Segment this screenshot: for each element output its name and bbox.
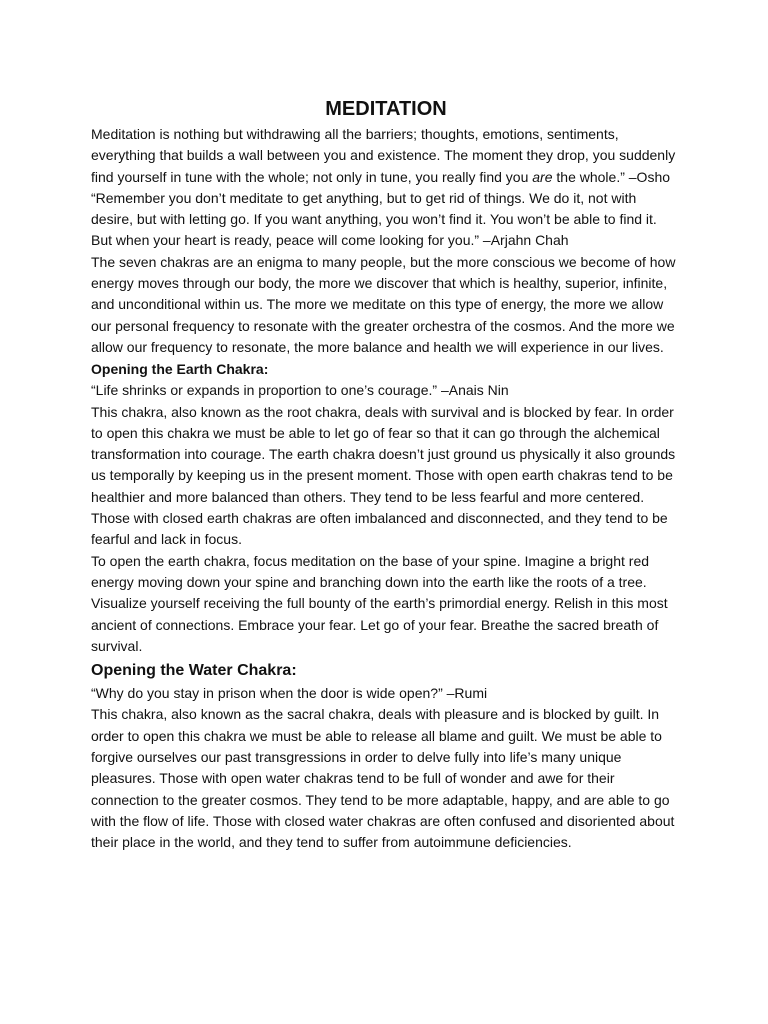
water-chakra-heading: Opening the Water Chakra: bbox=[91, 662, 297, 680]
earth-chakra-heading: Opening the Earth Chakra: bbox=[91, 361, 269, 378]
osho-quote-text: Meditation is nothing but withdrawing all the barriers; thoughts, emotions, sentiments, everything that builds a wall between you and existence. The moment they drop, you suddenly find yourself in tune with the whole; not only in tune, you really find you bbox=[91, 126, 676, 185]
osho-quote-emphasis: are bbox=[532, 168, 553, 185]
earth-chakra-paragraph-2: To open the earth chakra, focus meditation on the base of your spine. Imagine a bright red energy moving down your spine and branching down into the earth like the roots of a tree. Visualize yourself receiving the full bounty of the earth’s primordial energy. Relish in this most ancient of connections. Embrace your fear. Let go of your fear. Breathe the sacred breath of survival. bbox=[91, 552, 668, 654]
water-chakra-paragraph-1: This chakra, also known as the sacral chakra, deals with pleasure and is blocked by guilt. In order to open this chakra we must be able to release all blame and guilt. We must be able to forgive ourselves our past transgressions in order to delve fully into life’s many unique pleasures. Those with open water chakras tend to be full of wonder and awe for their connection to the greater cosmos. They tend to be more adaptable, happy, and are able to go with the flow of life. Those with closed water chakras are often confused and disoriented about their place in the world, and they tend to suffer from autoimmune deficiencies. bbox=[91, 706, 675, 851]
osho-quote bbox=[91, 124, 681, 188]
earth-chakra-paragraph-1: This chakra, also known as the root chakra, deals with survival and is blocked by fear. In order to open this chakra we must be able to let go of fear so that it can go through the alchemical transformation into courage. The earth chakra doesn’t just ground us physically it also grounds us temporally by keeping us in the present moment. Those with open earth chakras tend to be healthier and more balanced than others. They tend to be less fearful and more centered. Those with closed earth chakras are often imbalanced and disconnected, and they tend to be fearful and lack in focus. bbox=[91, 403, 676, 548]
water-chakra-quote: “Why do you stay in prison when the door is wide open?” –Rumi bbox=[91, 685, 488, 702]
document-page bbox=[91, 96, 681, 854]
earth-chakra-quote: “Life shrinks or expands in proportion to one’s courage.” –Anais Nin bbox=[91, 382, 509, 399]
arjahn-chah-quote: “Remember you don’t meditate to get anything, but to get rid of things. We do it, not with desire, but with letting go. If you want anything, you won’t find it. You won’t be able to find it. But when your heart is ready, peace will come looking for you.” –Arjahn Chah bbox=[91, 189, 657, 249]
document-title: MEDITATION bbox=[325, 98, 447, 120]
intro-paragraph: The seven chakras are an enigma to many people, but the more conscious we become of how energy moves through our body, the more we discover that which is healthy, superior, infinite, and unconditional within us. The more we meditate on this type of energy, the more we allow our personal frequency to resonate with the greater orchestra of the cosmos. And the more we allow our frequency to resonate, the more balance and health we will experience in our lives. bbox=[91, 253, 676, 355]
osho-quote-end: the whole.” –Osho bbox=[552, 168, 671, 185]
